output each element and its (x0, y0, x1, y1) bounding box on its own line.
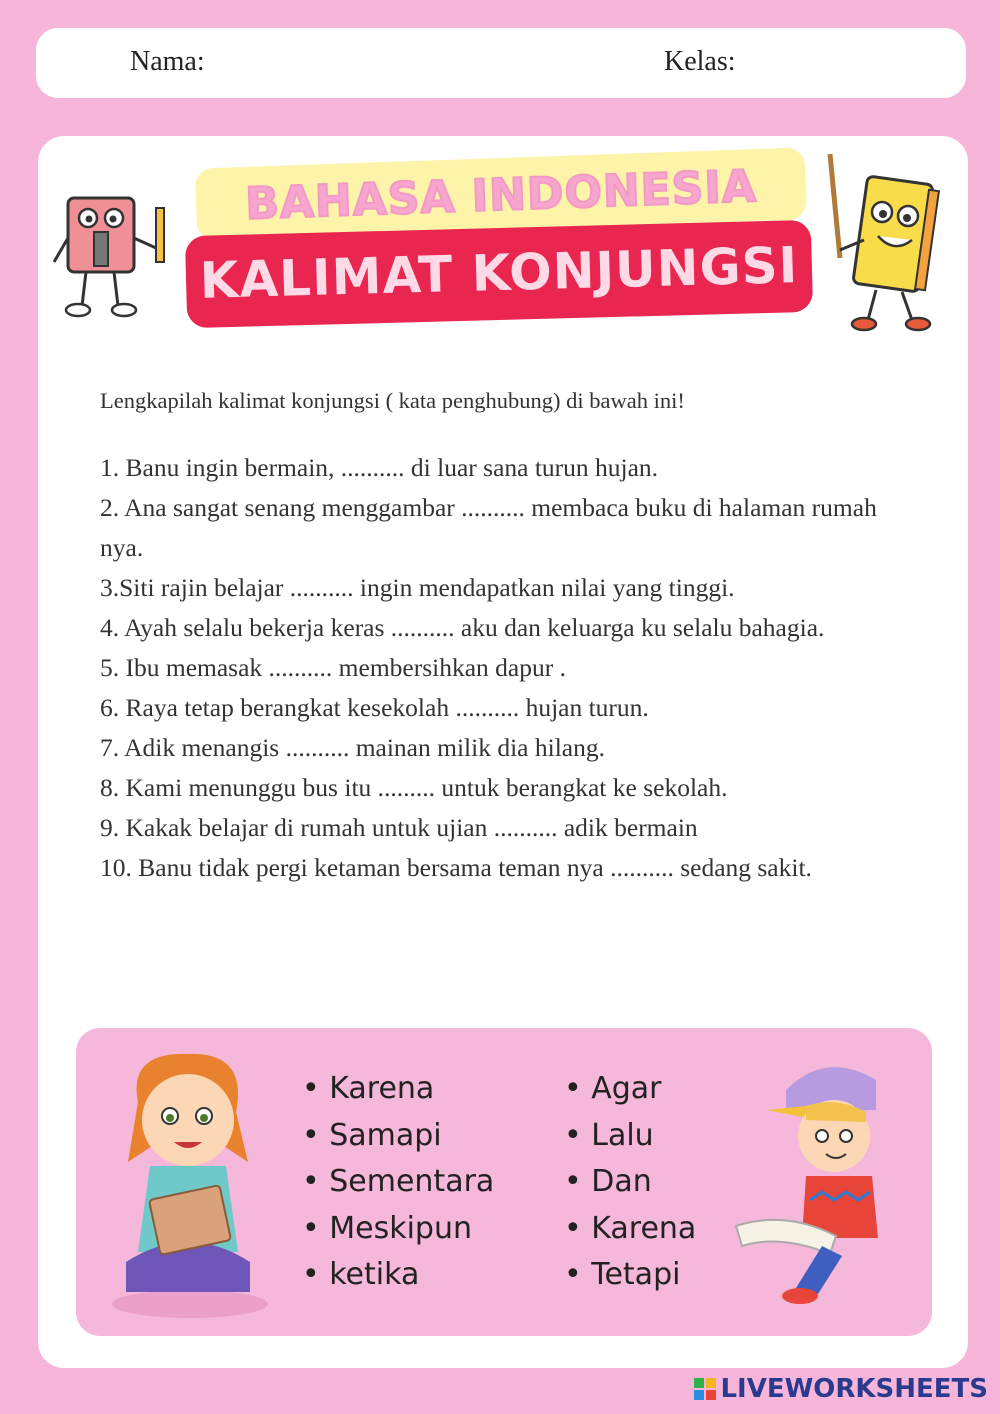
girl-reading-icon (98, 1042, 278, 1326)
question-item: 7. Adik menangis .......... mainan milik dia hilang. (100, 733, 605, 762)
question-item: 10. Banu tidak pergi ketaman bersama teman nya .......... sedang sakit. (100, 853, 812, 882)
word-list-right (564, 1066, 696, 1299)
question-item: 5. Ibu memasak .......... membersihkan dapur . (100, 653, 566, 682)
logo-text: LIVEWORKSHEETS (720, 1374, 988, 1404)
worksheet-card (38, 136, 968, 1368)
name-label: Nama: (130, 46, 205, 77)
question-item: 9. Kakak belajar di rumah untuk ujian .......... adik bermain (100, 813, 698, 842)
question-item: 8. Kami menunggu bus itu ......... untuk berangkat ke sekolah. (100, 773, 728, 802)
word-list-left (302, 1066, 494, 1299)
question-item: 3.Siti rajin belajar .......... ingin mendapatkan nilai yang tinggi. (100, 573, 735, 602)
word-item: • Meskipun (302, 1206, 494, 1253)
word-item: • Samapi (302, 1113, 494, 1160)
topic-title: KALIMAT KONJUNGSI (199, 236, 799, 310)
question-item: 4. Ayah selalu bekerja keras .......... aku dan keluarga ku selalu bahagia. (100, 613, 825, 642)
question-item: 2. Ana sangat senang menggambar .......... membaca buku di halaman rumah nya. (100, 493, 877, 562)
word-item: • Agar (564, 1066, 696, 1113)
class-label: Kelas: (664, 46, 736, 77)
word-item: • Karena (564, 1206, 696, 1253)
word-item: • Lalu (564, 1113, 696, 1160)
question-item: 6. Raya tetap berangkat kesekolah .......... hujan turun. (100, 693, 649, 722)
topic-banner (185, 220, 813, 328)
book-mascot-icon (820, 150, 956, 336)
sharpener-mascot-icon (52, 188, 178, 324)
instruction-text: Lengkapilah kalimat konjungsi ( kata penghubung) di bawah ini! (100, 388, 685, 413)
word-item: • Karena (302, 1066, 494, 1113)
word-item: • Sementara (302, 1159, 494, 1206)
word-item: • ketika (302, 1252, 494, 1299)
question-list (100, 448, 900, 888)
logo-squares-icon (694, 1378, 716, 1400)
word-item: • Dan (564, 1159, 696, 1206)
name-class-bar (36, 28, 966, 98)
subject-title: BAHASA INDONESIA (244, 161, 758, 230)
word-item: • Tetapi (564, 1252, 696, 1299)
question-item: 1. Banu ingin bermain, .......... di luar sana turun hujan. (100, 453, 659, 482)
liveworksheets-logo[interactable] (694, 1374, 988, 1404)
word-bank (76, 1028, 932, 1336)
boy-reading-icon (726, 1050, 906, 1320)
